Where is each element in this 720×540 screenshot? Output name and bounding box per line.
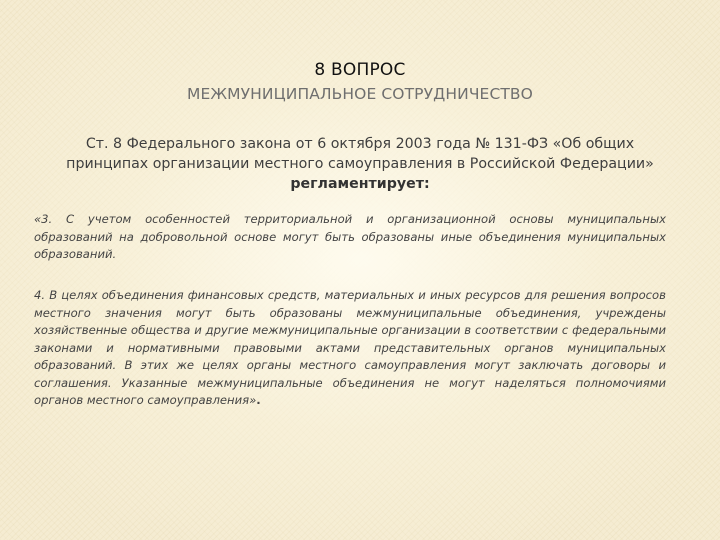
intro-paragraph	[46, 134, 674, 194]
quoted-clause-4	[34, 287, 666, 410]
intro-text: Ст. 8 Федерального закона от 6 октября 2003 года № 131-ФЗ «Об общих принципах организации местного самоуправления в Российской Федерации»	[66, 136, 654, 172]
quote-closing-mark: .	[256, 393, 261, 407]
question-number-heading: 8 ВОПРОС	[314, 60, 406, 80]
quoted-clause-4-text: 4. В целях объединения финансовых средств, материальных и иных ресурсов для решения вопросов местного значения могут быть образованы межмуниципальные объединения, учреждены хозяйственные общества и другие межмуниципальные организации в соответствии с федеральными законами и нормативными правовыми актами представительных органов муниципальных образований. В этих же целях органы местного самоуправления могут заключать договоры и соглашения. Указанные межмуниципальные объединения не могут наделяться полномочиями органов местного самоуправления»	[34, 288, 666, 407]
slide-title: МЕЖМУНИЦИПАЛЬНОЕ СОТРУДНИЧЕСТВО	[187, 85, 533, 103]
quoted-clause-3: «3. С учетом особенностей территориальной и организационной основы муниципальных образований на добровольной основе могут быть образованы иные объединения муниципальных образований.	[34, 212, 666, 261]
intro-emphasis: регламентирует:	[290, 176, 430, 192]
